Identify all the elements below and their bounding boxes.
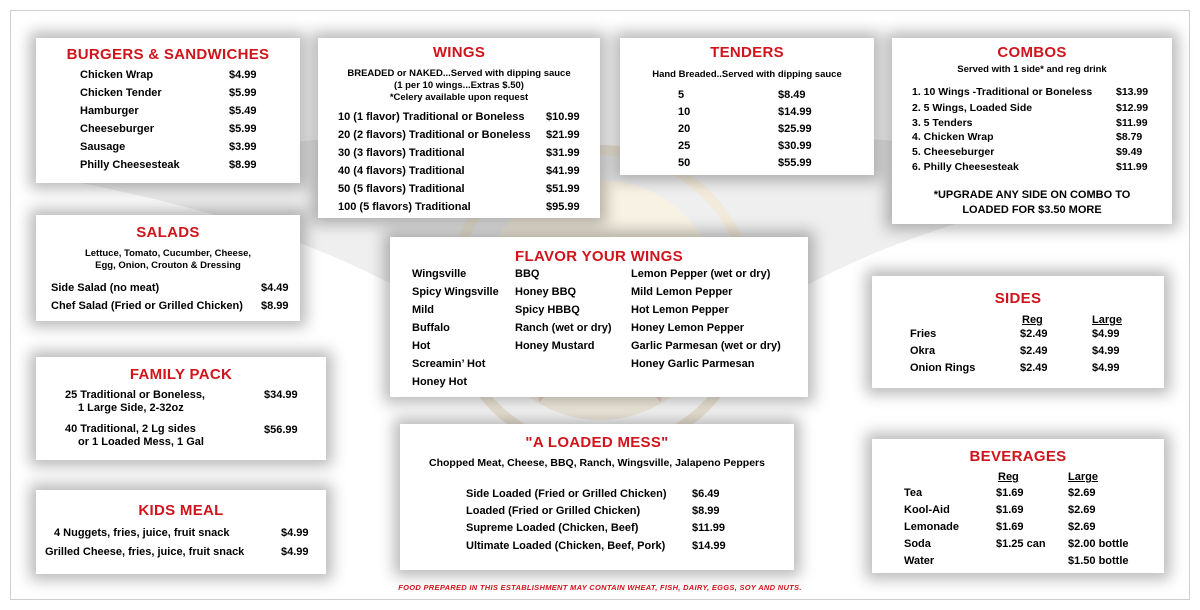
beverage-large-price: $1.50 bottle <box>1068 555 1129 567</box>
menu-item-name: 5. Cheeseburger <box>912 146 995 158</box>
menu-item-price: $8.99 <box>229 159 257 171</box>
menu-item-name: 30 (3 flavors) Traditional <box>338 147 465 159</box>
menu-item-price: $8.99 <box>692 505 720 517</box>
kids-meal-section <box>36 490 326 574</box>
menu-item-price: $31.99 <box>546 147 580 159</box>
salads-section <box>36 215 300 321</box>
allergen-footer: FOOD PREPARED IN THIS ESTABLISHMENT MAY CONTAIN WHEAT, FISH, DAIRY, EGGS, SOY AND NUTS. <box>398 583 802 592</box>
flavors-title: FLAVOR YOUR WINGS <box>515 248 683 265</box>
side-reg-price: $2.49 <box>1020 328 1048 340</box>
salads-description: Lettuce, Tomato, Cucumber, Cheese, <box>84 248 252 259</box>
menu-item-name: Side Salad (no meat) <box>51 282 160 294</box>
flavor-item: Honey Mustard <box>515 340 595 352</box>
menu-item-price: $8.99 <box>261 300 289 312</box>
tender-price: $25.99 <box>778 123 812 135</box>
flavor-item: Spicy Wingsville <box>412 286 499 298</box>
salads-description: Egg, Onion, Crouton & Dressing <box>95 260 241 271</box>
side-reg-price: $2.49 <box>1020 362 1048 374</box>
loaded-mess-title: "A LOADED MESS" <box>525 434 669 451</box>
menu-item-name: Sausage <box>80 141 126 153</box>
tender-price: $55.99 <box>778 157 812 169</box>
beverages-section <box>872 439 1164 573</box>
family-pack-title: FAMILY PACK <box>129 366 233 383</box>
wings-description: *Celery available upon request <box>389 92 529 103</box>
menu-item-price: $11.99 <box>692 522 726 534</box>
menu-item-name: Grilled Cheese, fries, juice, fruit snack <box>45 546 245 558</box>
menu-item-name: Hamburger <box>80 105 139 117</box>
menu-item-name: Loaded (Fried or Grilled Chicken) <box>466 505 641 517</box>
side-name: Onion Rings <box>910 362 976 374</box>
tender-qty: 50 <box>678 157 691 169</box>
menu-item-name: 1. 10 Wings -Traditional or Boneless <box>912 86 1093 98</box>
beverage-reg-price: $1.69 <box>996 504 1024 516</box>
wings-description: (1 per 10 wings...Extras $.50) <box>394 80 524 91</box>
menu-item-price: $14.99 <box>692 540 726 552</box>
beverages-title: BEVERAGES <box>969 448 1067 465</box>
menu-item-name: Chicken Wrap <box>80 69 154 81</box>
menu-item-name: Chicken Tender <box>80 87 162 99</box>
family-pack-section <box>36 357 326 460</box>
menu-item-name: Ultimate Loaded (Chicken, Beef, Pork) <box>466 540 666 552</box>
beverage-name: Water <box>904 555 935 567</box>
tenders-section <box>620 38 874 175</box>
flavor-item: Mild <box>412 304 434 316</box>
menu-item-price: $4.99 <box>281 527 309 539</box>
flavor-item: Wingsville <box>412 268 467 280</box>
flavor-item: Ranch (wet or dry) <box>515 322 612 334</box>
menu-item-price: $4.49 <box>261 282 289 294</box>
beverage-name: Lemonade <box>904 521 960 533</box>
combos-upgrade-note: *UPGRADE ANY SIDE ON COMBO TO <box>933 189 1131 201</box>
menu-item-name: Supreme Loaded (Chicken, Beef) <box>466 522 639 534</box>
menu-item-name: 6. Philly Cheesesteak <box>912 161 1019 173</box>
tenders-title: TENDERS <box>710 44 784 61</box>
salads-title: SALADS <box>136 224 200 241</box>
beverage-reg-price: $1.69 <box>996 521 1024 533</box>
menu-item-price: $10.99 <box>546 111 580 123</box>
tender-price: $8.49 <box>778 89 806 101</box>
tender-qty: 20 <box>678 123 691 135</box>
loaded-mess-description: Chopped Meat, Cheese, BBQ, Ranch, Wingsville, Jalapeno Peppers <box>429 457 765 469</box>
side-name: Okra <box>910 345 936 357</box>
burgers-title: BURGERS & SANDWICHES <box>66 46 270 63</box>
side-large-price: $4.99 <box>1092 362 1120 374</box>
combos-upgrade-note: LOADED FOR $3.50 MORE <box>962 204 1102 216</box>
wings-section <box>318 38 600 218</box>
menu-item-name: Chef Salad (Fried or Grilled Chicken) <box>51 300 243 312</box>
flavor-item: Honey Garlic Parmesan <box>631 358 755 370</box>
beverage-name: Kool-Aid <box>904 504 950 516</box>
family-pack-desc: 1 Large Side, 2-32oz <box>78 402 184 414</box>
side-large-price: $4.99 <box>1092 328 1120 340</box>
kids-meal-title: KIDS MEAL <box>138 502 224 519</box>
combos-section <box>892 38 1172 224</box>
family-pack-desc: 25 Traditional or Boneless, <box>65 389 205 401</box>
menu-item-price: $11.99 <box>1116 161 1148 173</box>
menu-item-name: 2. 5 Wings, Loaded Side <box>912 102 1033 114</box>
menu-item-name: 3. 5 Tenders <box>912 117 973 129</box>
sides-section <box>872 276 1164 388</box>
family-pack-desc: 40 Traditional, 2 Lg sides <box>65 423 196 435</box>
tender-price: $30.99 <box>778 140 812 152</box>
tender-qty: 10 <box>678 106 691 118</box>
menu-item-name: 50 (5 flavors) Traditional <box>338 183 465 195</box>
family-pack-price: $34.99 <box>264 389 298 401</box>
menu-item-price: $12.99 <box>1116 102 1149 114</box>
beverage-large-price: $2.00 bottle <box>1068 538 1129 550</box>
menu-item-name: 10 (1 flavor) Traditional or Boneless <box>338 111 525 123</box>
family-pack-price: $56.99 <box>264 424 298 436</box>
menu-item-name: Cheeseburger <box>80 123 154 135</box>
flavor-item: Lemon Pepper (wet or dry) <box>631 268 771 280</box>
flavor-item: Hot Lemon Pepper <box>631 304 729 316</box>
flavor-item: Screamin’ Hot <box>412 358 486 370</box>
flavor-item: Honey Hot <box>412 376 467 388</box>
wings-title: WINGS <box>432 44 486 61</box>
flavor-item: Hot <box>412 340 431 352</box>
beverage-name: Soda <box>904 538 931 550</box>
flavor-item: Honey Lemon Pepper <box>631 322 745 334</box>
beverage-reg-price: $1.25 can <box>996 538 1046 550</box>
flavor-item: Spicy HBBQ <box>515 304 580 316</box>
flavors-section <box>390 237 808 397</box>
menu-item-name: Philly Cheesesteak <box>80 159 180 171</box>
tender-qty: 25 <box>678 140 691 152</box>
menu-item-price: $5.49 <box>229 105 257 117</box>
burgers-section <box>36 38 300 183</box>
beverage-reg-price: $1.69 <box>996 487 1024 499</box>
tender-price: $14.99 <box>778 106 812 118</box>
side-name: Fries <box>910 328 937 340</box>
menu-item-price: $13.99 <box>1116 86 1149 98</box>
beverage-name: Tea <box>904 487 923 499</box>
loaded-mess-section <box>400 424 794 570</box>
menu-item-price: $3.99 <box>229 141 257 153</box>
sides-col-reg-header: Reg <box>1022 314 1043 326</box>
menu-item-name: 4. Chicken Wrap <box>912 131 994 143</box>
flavor-item: BBQ <box>515 268 540 280</box>
menu-item-price: $8.79 <box>1116 131 1143 143</box>
menu-item-name: 4 Nuggets, fries, juice, fruit snack <box>54 527 230 539</box>
tenders-description: Hand Breaded..Served with dipping sauce <box>652 69 842 80</box>
menu-item-price: $9.49 <box>1116 146 1143 158</box>
beverage-large-price: $2.69 <box>1068 521 1096 533</box>
menu-item-name: 20 (2 flavors) Traditional or Boneless <box>338 129 531 141</box>
beverage-large-price: $2.69 <box>1068 504 1096 516</box>
beverage-large-price: $2.69 <box>1068 487 1096 499</box>
combos-description: Served with 1 side* and reg drink <box>957 64 1107 75</box>
menu-item-price: $4.99 <box>229 69 257 81</box>
side-large-price: $4.99 <box>1092 345 1120 357</box>
menu-item-price: $4.99 <box>281 546 309 558</box>
menu-item-price: $51.99 <box>546 183 580 195</box>
combos-title: COMBOS <box>997 44 1067 61</box>
menu-item-price: $5.99 <box>229 87 257 99</box>
menu-item-name: Side Loaded (Fried or Grilled Chicken) <box>466 488 667 500</box>
flavor-item: Buffalo <box>412 322 450 334</box>
menu-item-name: 40 (4 flavors) Traditional <box>338 165 465 177</box>
menu-item-price: $5.99 <box>229 123 257 135</box>
flavor-item: Mild Lemon Pepper <box>631 286 733 298</box>
menu-item-name: 100 (5 flavors) Traditional <box>338 201 471 213</box>
menu-item-price: $95.99 <box>546 201 580 213</box>
wings-description: BREADED or NAKED...Served with dipping sauce <box>347 68 571 79</box>
tender-qty: 5 <box>678 89 685 101</box>
side-reg-price: $2.49 <box>1020 345 1048 357</box>
menu-item-price: $6.49 <box>692 488 720 500</box>
flavor-item: Honey BBQ <box>515 286 577 298</box>
beverages-col-large-header: Large <box>1068 471 1098 483</box>
menu-item-price: $41.99 <box>546 165 580 177</box>
menu-item-price: $11.99 <box>1116 117 1148 129</box>
beverages-col-reg-header: Reg <box>998 471 1019 483</box>
sides-title: SIDES <box>994 290 1042 307</box>
family-pack-desc: or 1 Loaded Mess, 1 Gal <box>78 436 204 448</box>
flavor-item: Garlic Parmesan (wet or dry) <box>631 340 781 352</box>
sides-col-large-header: Large <box>1092 314 1122 326</box>
menu-item-price: $21.99 <box>546 129 580 141</box>
